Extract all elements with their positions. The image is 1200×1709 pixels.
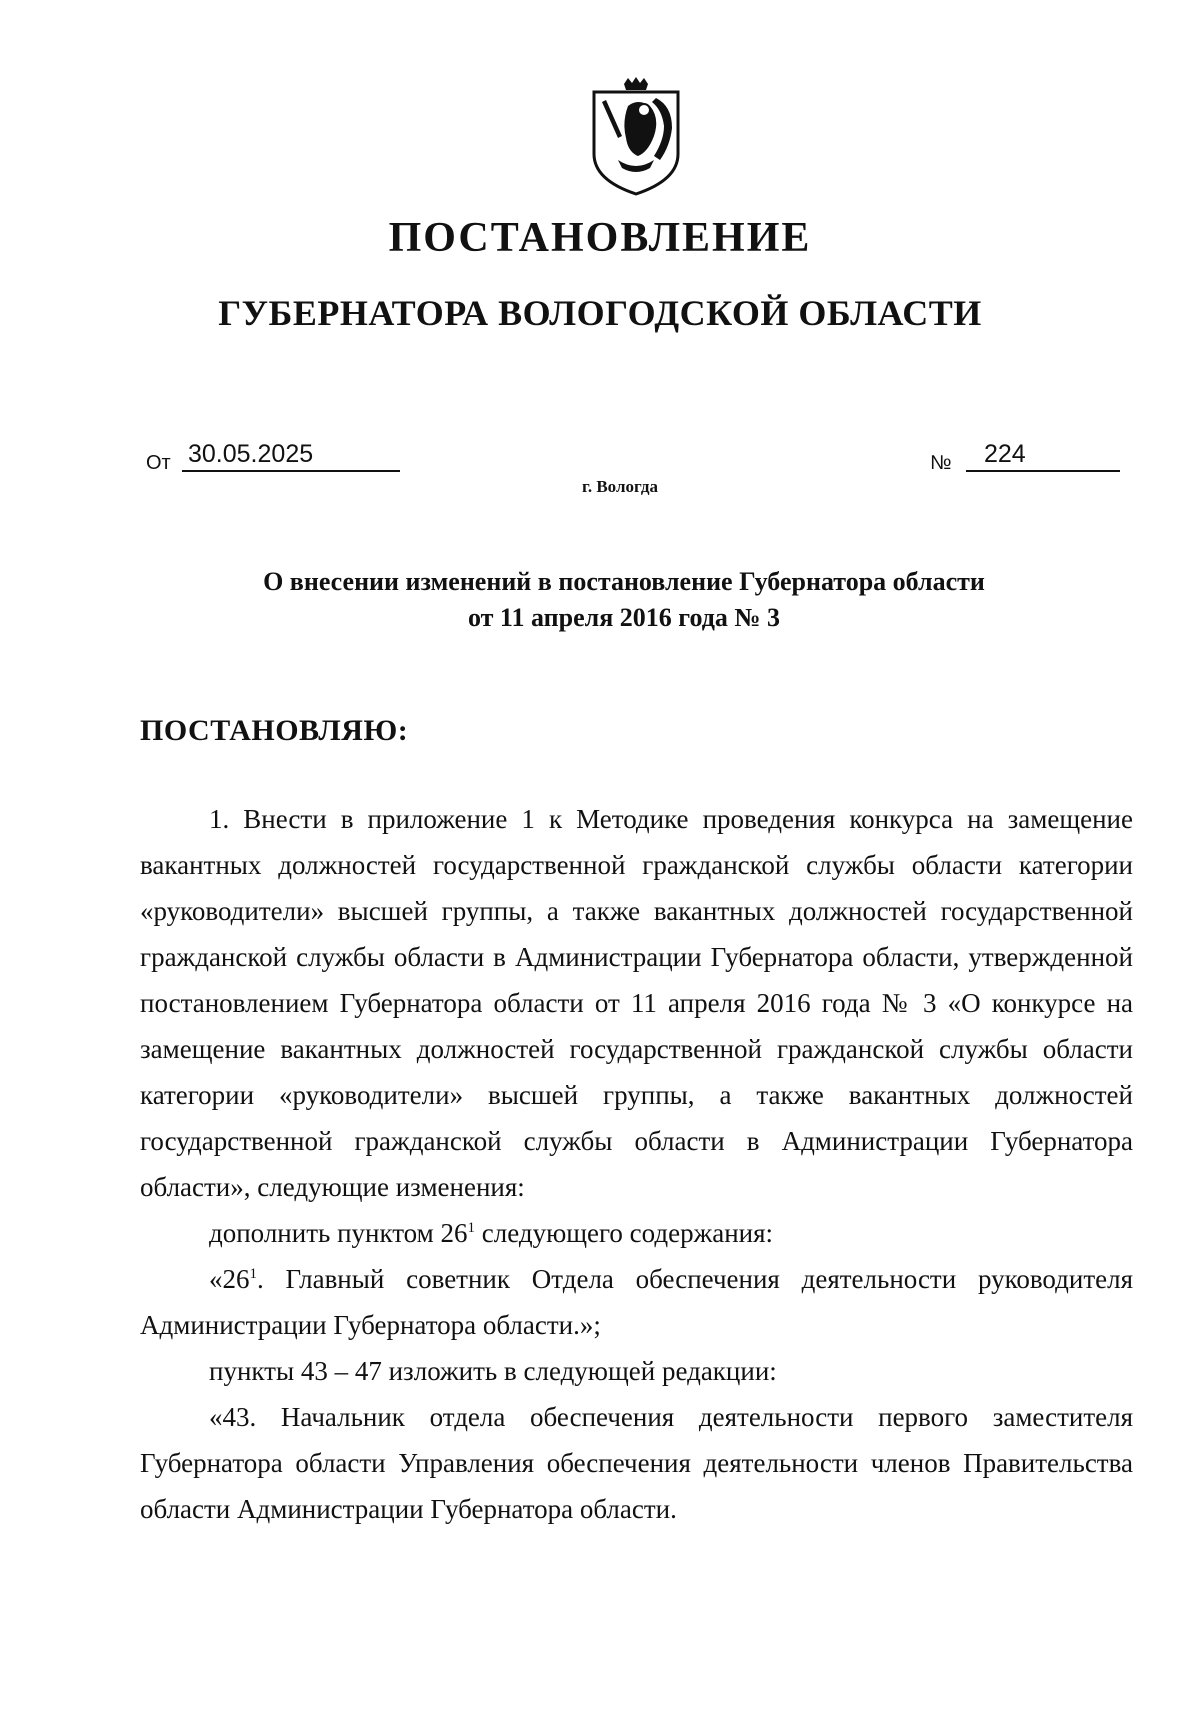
document-subject xyxy=(0,564,1200,636)
coat-of-arms-emblem xyxy=(588,76,684,196)
paragraph-3-superscript: 1 xyxy=(249,1266,257,1282)
body-paragraph-1: 1. Внести в приложение 1 к Методике проведения конкурса на замещение вакантных должностей государственной гражданской службы области категории «руководители» высшей группы, а также вакантных должностей государственной гражданской службы области в Администрации Губернатора области, утвержденной постановлением Губернатора области от 11 апреля 2016 года № 3 «О конкурсе на замещение вакантных должностей государственной гражданской службы области категории «руководители» высшей группы, а также вакантных должностей государственной гражданской службы области в Администрации Губернатора области», следующие изменения: xyxy=(140,804,1133,1202)
paragraph-2-superscript: 1 xyxy=(467,1220,475,1236)
document-title: ПОСТАНОВЛЕНИЕ xyxy=(388,215,812,261)
paragraph-3-text-end: . Главный советник Отдела обеспечения деятельности руководителя Администрации Губернатора области.»; xyxy=(140,1264,1133,1340)
subject-line-2: от 11 апреля 2016 года № 3 xyxy=(468,603,780,632)
decree-heading: ПОСТАНОВЛЯЮ: xyxy=(140,714,409,747)
paragraph-2-text: дополнить пунктом 26 xyxy=(209,1218,468,1248)
document-date: 30.05.2025 xyxy=(182,440,400,472)
document-issuer: ГУБЕРНАТОРА ВОЛОГОДСКОЙ ОБЛАСТИ xyxy=(218,293,982,333)
number-label: № xyxy=(930,452,952,474)
document-number: 224 xyxy=(966,440,1120,472)
city-name: г. Вологда xyxy=(582,477,658,496)
body-paragraph-3 xyxy=(140,1256,1133,1348)
body-paragraph-5: «43. Начальник отдела обеспечения деятельности первого заместителя Губернатора области Управления обеспечения деятельности членов Правительства области Администрации Губернатора области. xyxy=(140,1402,1133,1524)
date-label: От xyxy=(146,452,171,474)
body-paragraph-2 xyxy=(140,1210,1133,1256)
subject-line-1: О внесении изменений в постановление Губернатора области xyxy=(263,567,985,596)
document-body xyxy=(140,796,1133,1532)
body-paragraph-4: пункты 43 – 47 изложить в следующей редакции: xyxy=(209,1356,777,1386)
paragraph-2-text-end: следующего содержания: xyxy=(475,1218,774,1248)
paragraph-3-text: «26 xyxy=(209,1264,250,1294)
